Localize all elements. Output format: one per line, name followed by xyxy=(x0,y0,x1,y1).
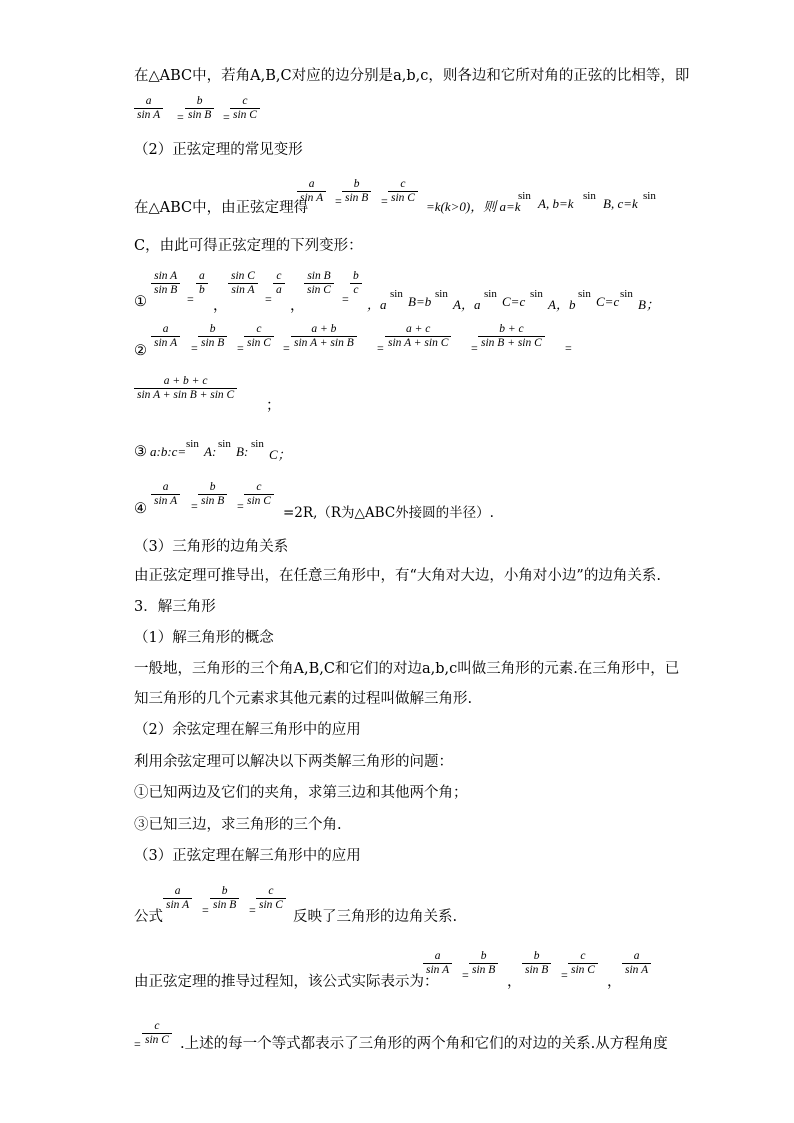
sin-superscript: sin xyxy=(643,190,656,202)
sin-superscript: sin xyxy=(620,288,633,300)
sin-superscript: sin xyxy=(186,438,199,450)
comma: ， xyxy=(607,974,622,990)
variant-intro-line2: C，由此可得正弦定理的下列变形： xyxy=(134,238,363,254)
item-marker-1: ① xyxy=(134,294,147,310)
fraction: $\frac{\text{sin C}}{\text{sin A}}$ xyxy=(228,270,258,297)
sin-superscript: sin xyxy=(390,288,403,300)
item-marker-4: ④ xyxy=(134,501,147,517)
expr-text: A，a xyxy=(453,297,481,312)
equals-sign: = xyxy=(237,499,244,513)
fraction-c-sinC: $\frac{c}{\text{sin C}}$ xyxy=(244,323,274,350)
sin-superscript: sin xyxy=(435,288,448,300)
heading-solve-triangle: 3．解三角形 xyxy=(134,599,216,615)
comma: ， xyxy=(290,298,305,314)
item-marker-2: ② xyxy=(134,343,147,359)
variant-intro-text: 在△ABC中，由正弦定理得 xyxy=(134,200,309,216)
expr-text: a:b:c= xyxy=(150,444,187,459)
equals-sign: = xyxy=(187,292,194,306)
semicolon: ； xyxy=(266,398,281,414)
fraction-sum-all: $\frac{a + b + c}{\text{sin A + sin B + sin C}}$ xyxy=(134,375,237,402)
equals-sign: = xyxy=(462,968,469,982)
equals-sign: = xyxy=(561,968,568,982)
expr-text: A: xyxy=(204,444,217,459)
heading-solve-concept: （1）解三角形的概念 xyxy=(134,630,274,646)
fraction-a-sinA: $\frac{a}{\text{sin A}}$ xyxy=(622,950,651,977)
expr-text: B； xyxy=(638,297,659,312)
sin-superscript: sin xyxy=(251,438,264,450)
expr-text: C=c xyxy=(596,294,620,309)
fraction-b-sinB: $\frac{b}{\text{sin B}}$ xyxy=(469,950,498,977)
formula-label: 公式 xyxy=(134,909,163,925)
fraction-a-sinA: $\frac{a}{\text{sin A}}$ xyxy=(423,950,452,977)
fraction-c-sinC: $\frac{c}{\text{sin C}}$ xyxy=(568,950,598,977)
equation-relation-text: .上述的每一个等式都表示了三角形的两个角和它们的对边的关系.从方程角度 xyxy=(180,1036,668,1052)
fraction-sum: $\frac{a + c}{\text{sin A + sin C}}$ xyxy=(385,323,451,350)
fraction-c-sinC: $\frac{c}{\text{sin C}}$ xyxy=(142,1020,172,1047)
equals-sign: = xyxy=(471,341,478,355)
sin-superscript: sin xyxy=(518,190,531,202)
equals-sign: = xyxy=(283,341,290,355)
cosine-intro-text: 利用余弦定理可以解决以下两类解三角形的问题： xyxy=(134,754,453,770)
expr-text: A, b=k xyxy=(538,196,574,211)
circumradius-text: =2R,（R为△ABC外接圆的半径）. xyxy=(283,505,494,521)
sin-superscript: sin xyxy=(218,438,231,450)
expr-text: B=b xyxy=(408,294,432,309)
fraction: $\frac{\text{sin B}}{\text{sin C}}$ xyxy=(304,270,334,297)
sin-superscript: sin xyxy=(530,288,543,300)
fraction: $\frac{b}{c}$ xyxy=(350,270,362,297)
fraction-a-sinA: $\frac{a}{\text{sin A}}$ xyxy=(297,178,326,205)
derivation-text: 由正弦定理的推导过程知，该公式实际表示为： xyxy=(134,974,439,990)
equals-sign: = xyxy=(237,341,244,355)
expr-text: B: xyxy=(236,444,249,459)
fraction-b-sinB: $\frac{b}{\text{sin B}}$ xyxy=(522,950,551,977)
expr-text: ，a xyxy=(367,297,387,312)
equals-sign: = xyxy=(381,194,388,208)
fraction-a-sinA: $\frac{a}{\text{sin A}}$ xyxy=(134,95,163,122)
equals-sign: = xyxy=(377,341,384,355)
heading-cosine-application: （2）余弦定理在解三角形中的应用 xyxy=(134,722,361,738)
fraction: $\frac{c}{a}$ xyxy=(273,270,285,297)
fraction-a-sinA: $\frac{a}{\text{sin A}}$ xyxy=(151,481,180,508)
equals-sign: = xyxy=(191,499,198,513)
fraction-b-sinB: $\frac{b}{\text{sin B}}$ xyxy=(198,323,227,350)
fraction-b-sinB: $\frac{b}{\text{sin B}}$ xyxy=(198,481,227,508)
fraction-a-sinA: $\frac{a}{\text{sin A}}$ xyxy=(151,323,180,350)
k-definition-text: =k(k>0)，则 a=k xyxy=(426,199,521,214)
sin-superscript: sin xyxy=(578,288,591,300)
law-statement-text: 在△ABC中，若角A,B,C对应的边分别是a,b,c，则各边和它所对角的正弦的比相等，即 xyxy=(134,68,690,84)
fraction: $\frac{\text{sin A}}{\text{sin B}}$ xyxy=(151,270,180,297)
concept-text-2: 知三角形的几个元素求其他元素的过程叫做解三角形. xyxy=(134,691,473,707)
sin-superscript: sin xyxy=(484,288,497,300)
expr-text: A，b xyxy=(548,297,576,312)
fraction-b-sinB: $\frac{b}{\text{sin B}}$ xyxy=(342,178,371,205)
fraction-c-sinC: $\frac{c}{\text{sin C}}$ xyxy=(388,178,418,205)
comma: ， xyxy=(507,974,522,990)
equals-sign: = xyxy=(249,903,256,917)
expr-text: C=c xyxy=(502,294,526,309)
equals-sign: = xyxy=(265,292,272,306)
fraction-b-sinB: $\frac{b}{\text{sin B}}$ xyxy=(210,885,239,912)
equals-sign: = xyxy=(342,292,349,306)
fraction-a-sinA: $\frac{a}{\text{sin A}}$ xyxy=(163,885,192,912)
cosine-case-1: ①已知两边及它们的夹角，求第三边和其他两个角； xyxy=(134,785,468,801)
equals-sign: = xyxy=(177,110,184,124)
fraction-sum: $\frac{a + b}{\text{sin A + sin B}}$ xyxy=(291,323,357,350)
equals-sign: = xyxy=(565,341,572,355)
concept-text-1: 一般地，三角形的三个角A,B,C和它们的对边a,b,c叫做三角形的元素.在三角形中，已 xyxy=(134,661,680,677)
fraction-c-sinC: $\frac{c}{\text{sin C}}$ xyxy=(244,481,274,508)
equals-sign: = xyxy=(335,194,342,208)
fraction-sum: $\frac{b + c}{\text{sin B + sin C}}$ xyxy=(478,323,545,350)
fraction: $\frac{a}{b}$ xyxy=(196,270,208,297)
fraction-c-sinC: $\frac{c}{\text{sin C}}$ xyxy=(256,885,286,912)
equals-sign: = xyxy=(223,110,230,124)
fraction-b-sinB: $\frac{b}{\text{sin B}}$ xyxy=(185,95,214,122)
heading-sine-application: （3）正弦定理在解三角形中的应用 xyxy=(134,848,361,864)
cosine-case-2: ③已知三边，求三角形的三个角. xyxy=(134,817,342,833)
formula-meaning-text: 反映了三角形的边角关系. xyxy=(293,909,458,925)
equals-sign: = xyxy=(202,903,209,917)
expr-text: B, c=k xyxy=(603,196,638,211)
sin-superscript: sin xyxy=(583,190,596,202)
edge-angle-text: 由正弦定理可推导出，在任意三角形中，有“大角对大边，小角对小边”的边角关系. xyxy=(134,568,661,584)
heading-edge-angle: （3）三角形的边角关系 xyxy=(134,539,289,555)
item-marker-3: ③ xyxy=(134,444,147,460)
expr-text: C； xyxy=(269,447,291,462)
equals-sign: = xyxy=(134,1037,141,1051)
heading-common-variants: （2）正弦定理的常见变形 xyxy=(134,142,303,158)
comma: ， xyxy=(213,298,228,314)
equals-sign: = xyxy=(191,341,198,355)
fraction-c-sinC: $\frac{c}{\text{sin C}}$ xyxy=(230,95,260,122)
